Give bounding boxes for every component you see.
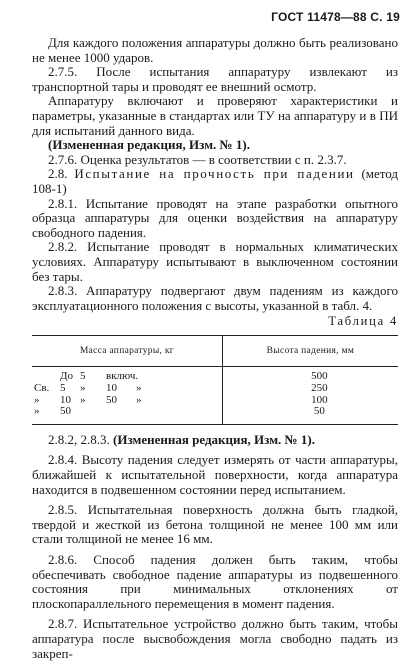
- mass-ditto: »: [136, 393, 142, 406]
- mass-to: 10: [106, 382, 117, 395]
- mass-prefix: »: [34, 393, 40, 406]
- section-number: 2.8.: [48, 166, 68, 182]
- mass-cell: [32, 367, 222, 383]
- amendment-text: (Измененная редакция, Изм. № 1).: [113, 431, 315, 447]
- amendment-note: (Измененная редакция, Изм. № 1).: [48, 137, 250, 153]
- paragraph-2-8-1: 2.8.1. Испытание проводят на этапе разработки опытного образца аппаратуры для оценки воздействия на аппаратуру свободного падения.: [32, 195, 398, 240]
- mass-prefix: »: [34, 405, 40, 418]
- body-text: [32, 36, 398, 661]
- mass-sep: »: [80, 393, 86, 406]
- height-cell: 50: [222, 406, 398, 424]
- table-row: [32, 367, 398, 383]
- paragraph-2-8-5: 2.8.5. Испытательная поверхность должна быть гладкой, твердой и жесткой из бетона толщиной не менее 100 мм или стали толщиной не менее 16 мм.: [32, 502, 398, 547]
- paragraph-drop-count: Для каждого положения аппаратуры должно быть реализовано не менее 1000 ударов.: [32, 35, 398, 65]
- amendment-note-2: [32, 433, 398, 448]
- mass-cell: [32, 406, 222, 424]
- table-row: [32, 395, 398, 407]
- height-cell: 500: [311, 370, 328, 383]
- paragraph-2-7-6: 2.7.6. Оценка результатов — в соответствии с п. 2.3.7.: [48, 151, 347, 167]
- paragraph-2-8-2: 2.8.2. Испытание проводят в нормальных климатических условиях. Аппаратуру испытывают в выключенном состоянии без тары.: [32, 239, 398, 284]
- mass-from: 5: [60, 382, 66, 395]
- height-cell: 250: [311, 382, 328, 395]
- mass-to: включ.: [106, 370, 139, 383]
- mass-prefix: Св.: [34, 382, 50, 395]
- mass-sep: »: [80, 382, 86, 395]
- mass-from: До: [60, 370, 74, 383]
- height-cell: 100: [311, 393, 328, 406]
- mass-from: 50: [60, 405, 71, 418]
- table-header-mass: Масса аппаратуры, кг: [32, 335, 222, 367]
- mass-from: 10: [60, 393, 71, 406]
- table-row: [32, 383, 398, 395]
- mass-to: 50: [106, 393, 117, 406]
- mass-cell: [32, 383, 222, 395]
- paragraph-check-parameters: Аппаратуру включают и проверяют характеристики и параметры, указанные в стандартах или ТУ на аппаратуру и в ПИ для испытаний данного вида.: [32, 93, 398, 138]
- page-header: ГОСТ 11478—88 С. 19: [271, 10, 400, 24]
- paragraph-2-8-7: 2.8.7. Испытательное устройство должно быть таким, чтобы аппаратура после высвобождения могла свободно падать из закреп-: [32, 616, 398, 661]
- paragraph-2-8-3: 2.8.3. Аппаратуру подвергают двум падениям из каждого эксплуатационного положения с высоты, указанной в табл. 4.: [32, 283, 398, 313]
- table-row: [32, 406, 398, 424]
- paragraph-2-8-6: 2.8.6. Способ падения должен быть таким, чтобы обеспечивать свободное падение аппаратуры из подвешенного состояния при минимальных отклонениях от плоскопараллельного перемещения в момент падения.: [32, 552, 398, 611]
- table-header-row: [32, 335, 398, 367]
- section-method: (метод 108-1): [32, 166, 399, 196]
- table-header-height: Высота падения, мм: [222, 335, 398, 367]
- paragraph-2-8-4: 2.8.4. Высоту падения следует измерять от части аппаратуры, ближайшей к испытательной поверхности, когда аппаратура находится в подвешенном состоянии перед испытанием.: [32, 452, 398, 497]
- section-title: Испытание на прочность при падении: [74, 166, 355, 182]
- amendment-ref: 2.8.2, 2.8.3.: [48, 431, 110, 447]
- mass-sep: 5: [80, 370, 86, 383]
- table-caption: Таблица 4: [328, 314, 398, 329]
- paragraph-2-7-5: 2.7.5. После испытания аппаратуру извлекают из транспортной тары и проводят ее внешний осмотр.: [32, 64, 398, 94]
- mass-ditto: »: [136, 382, 142, 395]
- drop-height-table: [32, 335, 398, 425]
- section-heading-2-8: [32, 167, 398, 196]
